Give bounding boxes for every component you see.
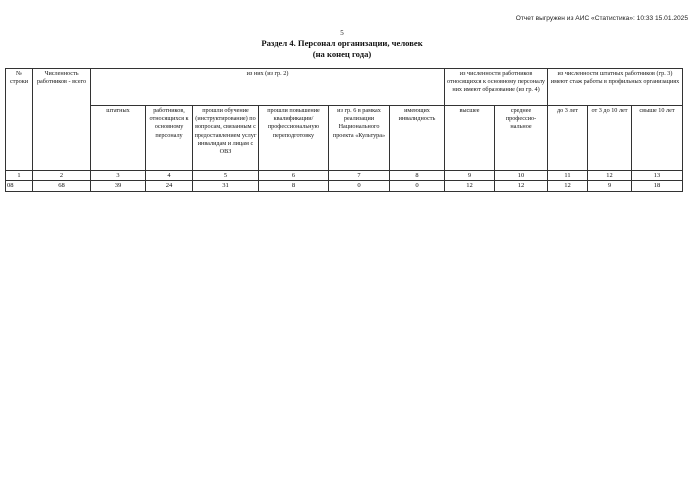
- header-over-10-years: свыше 10 лет: [632, 106, 683, 171]
- column-number: 3: [91, 171, 146, 181]
- cell-3-to-10-years: 9: [588, 181, 632, 192]
- column-number: 9: [445, 171, 495, 181]
- cell-main-personnel: 24: [146, 181, 193, 192]
- header-training-disabled: прошли обучение (инструктирование) по вопросам, связанным с предоставлением услуг инвалидам и лицам с ОВЗ: [193, 106, 259, 171]
- cell-culture-project: 0: [329, 181, 390, 192]
- title-line-1: Раздел 4. Персонал организации, человек: [261, 38, 423, 48]
- header-of-them: из них (из гр. 2): [91, 69, 445, 106]
- header-disabled: имеющих инвалидность: [390, 106, 445, 171]
- column-number: 5: [193, 171, 259, 181]
- cell-staff: 39: [91, 181, 146, 192]
- cell-secondary-education: 12: [495, 181, 548, 192]
- column-number: 6: [259, 171, 329, 181]
- header-secondary-education: среднее профессио-нальное: [495, 106, 548, 171]
- cell-up-to-3-years: 12: [548, 181, 588, 192]
- header-main-personnel: работников, относящихся к основному персоналу: [146, 106, 193, 171]
- column-number: 2: [33, 171, 91, 181]
- header-qualification: прошли повышение квалификации/ профессиональную переподготовку: [259, 106, 329, 171]
- cell-over-10-years: 18: [632, 181, 683, 192]
- header-row-number: № строки: [6, 69, 33, 171]
- column-number: 10: [495, 171, 548, 181]
- header-culture-project: из гр. 6 в рамках реализации Национального проекта «Культура»: [329, 106, 390, 171]
- cell-qualification: 8: [259, 181, 329, 192]
- header-higher-education: высшее: [445, 106, 495, 171]
- header-up-to-3-years: до 3 лет: [548, 106, 588, 171]
- column-number-row: [6, 171, 683, 181]
- row-code: 08: [6, 181, 33, 192]
- personnel-table: [5, 68, 683, 192]
- column-number: 8: [390, 171, 445, 181]
- column-number: 1: [6, 171, 33, 181]
- export-note: Отчет выгружен из АИС «Статистика»: 10:33 15.01.2025: [515, 15, 688, 22]
- header-staff: штатных: [91, 106, 146, 171]
- column-number: 11: [548, 171, 588, 181]
- header-education-group: из численности работников относящихся к основному персоналу них имеют образование (из гр. 4): [445, 69, 548, 106]
- header-experience-group: из численности штатных работников (гр. 3) имеют стаж работы в профильных организациях: [548, 69, 683, 106]
- cell-higher-education: 12: [445, 181, 495, 192]
- cell-total: 68: [33, 181, 91, 192]
- table-row: [6, 181, 683, 192]
- section-title: [0, 38, 684, 60]
- title-line-2: (на конец года): [312, 49, 372, 59]
- column-number: 7: [329, 171, 390, 181]
- column-number: 12: [588, 171, 632, 181]
- cell-disabled: 0: [390, 181, 445, 192]
- column-number: 13: [632, 171, 683, 181]
- page-number: 5: [340, 29, 344, 37]
- cell-training-disabled: 31: [193, 181, 259, 192]
- header-3-to-10-years: от 3 до 10 лет: [588, 106, 632, 171]
- header-total-workers: Численность работников - всего: [33, 69, 91, 171]
- column-number: 4: [146, 171, 193, 181]
